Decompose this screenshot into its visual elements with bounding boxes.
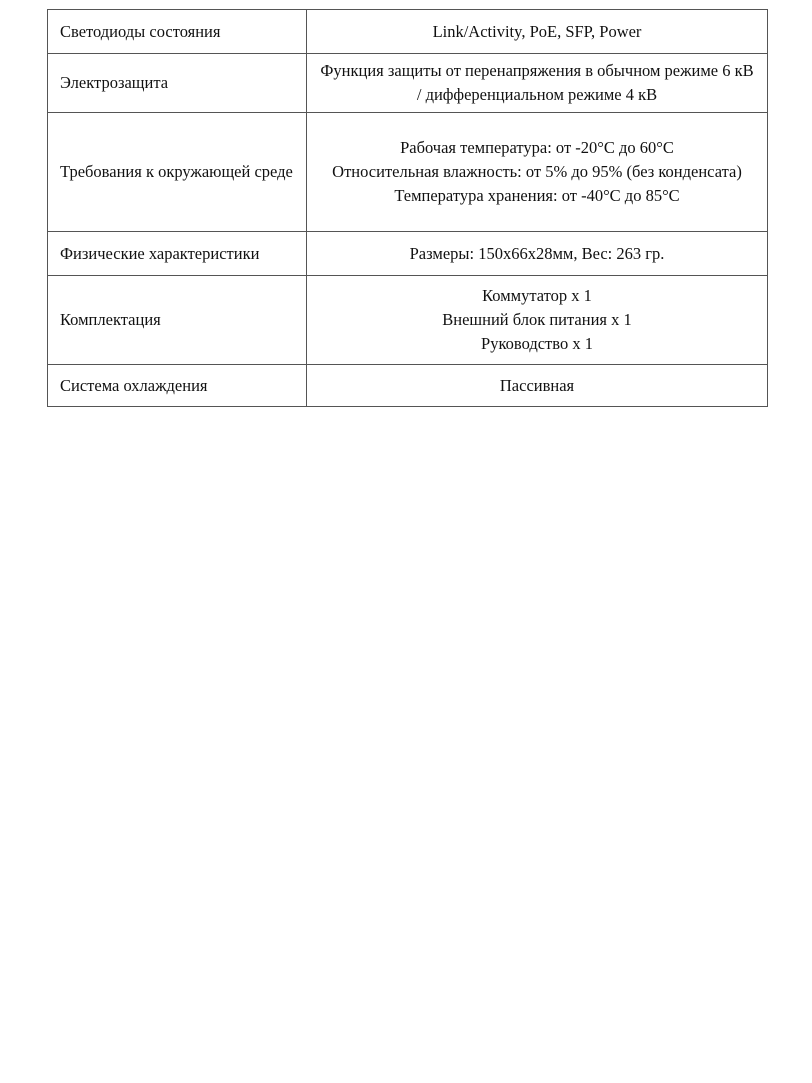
- value-line: Коммутатор x 1: [482, 286, 592, 305]
- table-row-package-contents: [48, 276, 768, 365]
- row-value: [307, 54, 768, 113]
- specifications-table: [47, 9, 768, 407]
- row-parameter: Комплектация: [48, 276, 307, 365]
- row-parameter: Требования к окружающей среде: [48, 113, 307, 232]
- row-value: [307, 365, 768, 407]
- value-line: Руководство x 1: [481, 334, 593, 353]
- value-line: Внешний блок питания x 1: [442, 310, 632, 329]
- row-value: [307, 10, 768, 54]
- row-value: [307, 276, 768, 365]
- table-row-cooling: [48, 365, 768, 407]
- table-row-status-leds: [48, 10, 768, 54]
- value-line: Размеры: 150x66x28мм, Вес: 263 гр.: [409, 243, 665, 263]
- value-line: Рабочая температура: от -20°C до 60°C: [400, 138, 674, 157]
- value-line: Функция защиты от перенапряжения в обычном режиме 6 кВ / дифференциальном режиме 4 кВ: [320, 61, 754, 104]
- row-parameter: Светодиоды состояния: [48, 10, 307, 54]
- row-parameter: Физические характеристики: [48, 232, 307, 276]
- row-value: [307, 232, 768, 276]
- table-row-physical: [48, 232, 768, 276]
- value-line: Температура хранения: от -40°C до 85°C: [394, 186, 680, 205]
- table-row-environment: [48, 113, 768, 232]
- value-line: Link/Activity, PoE, SFP, Power: [432, 21, 642, 41]
- row-value: [307, 113, 768, 232]
- table-row-surge-protection: [48, 54, 768, 113]
- row-parameter: Электрозащита: [48, 54, 307, 113]
- value-line: Относительная влажность: от 5% до 95% (без конденсата): [332, 162, 742, 181]
- row-parameter: Система охлаждения: [48, 365, 307, 407]
- value-line: Пассивная: [499, 375, 575, 395]
